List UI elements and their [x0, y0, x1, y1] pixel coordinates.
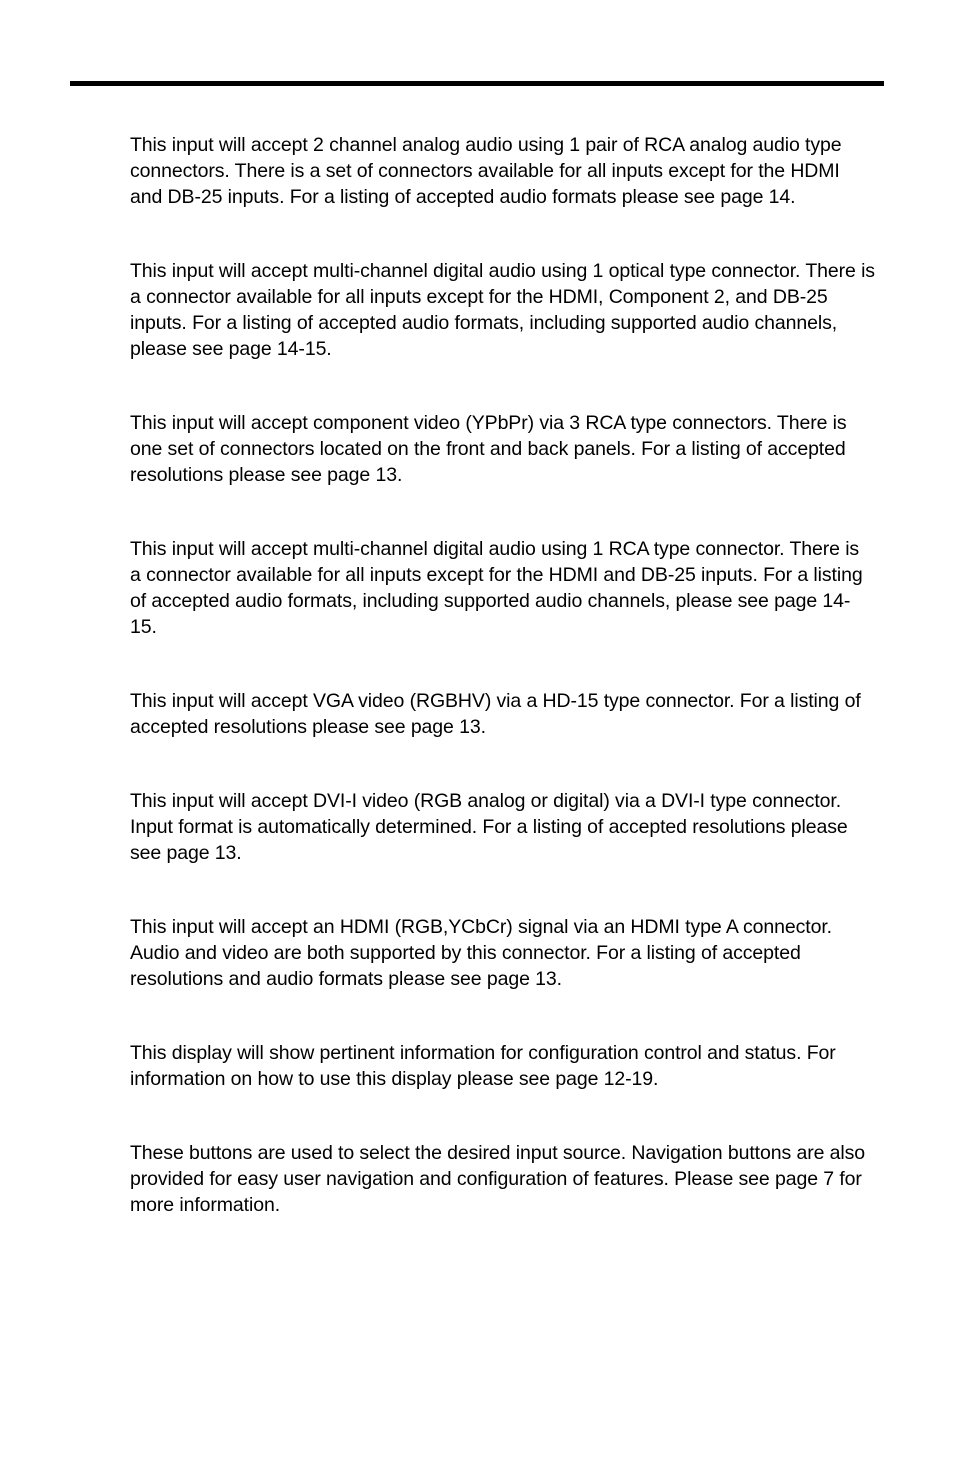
- paragraph-buttons: These buttons are used to select the desired input source. Navigation buttons are also provided for easy user navigation and configuration of features. Please see page 7 for more information.: [130, 1142, 866, 1216]
- paragraph-display: This display will show pertinent information for configuration control and status. For information on how to use this display please see page 12-19.: [130, 1042, 836, 1090]
- header-rule: [70, 81, 884, 86]
- paragraph-component-video: This input will accept component video (YPbPr) via 3 RCA type connectors. There is one set of connectors located on the front and back panels. For a listing of accepted resolutions please see page 13.: [130, 412, 847, 486]
- paragraph-analog-audio: This input will accept 2 channel analog audio using 1 pair of RCA analog audio type connectors. There is a set of connectors available for all inputs except for the HDMI and DB-25 inputs. For a listing of accepted audio formats please see page 14.: [130, 134, 842, 208]
- paragraph-hdmi: This input will accept an HDMI (RGB,YCbCr) signal via an HDMI type A connector. Audio and video are both supported by this connector. For a listing of accepted resolutions and audio formats please see page 13.: [130, 916, 832, 990]
- paragraph-optical-audio: This input will accept multi-channel digital audio using 1 optical type connector. There is a connector available for all inputs except for the HDMI, Component 2, and DB-25 inputs. For a listing of accepted audio formats, including supported audio channels, please see page 14-15.: [130, 260, 875, 360]
- paragraph-vga-video: This input will accept VGA video (RGBHV) via a HD-15 type connector. For a listing of accepted resolutions please see page 13.: [130, 690, 861, 738]
- document-body: [130, 132, 875, 1218]
- paragraph-coaxial-audio: This input will accept multi-channel digital audio using 1 RCA type connector. There is a connector available for all inputs except for the HDMI and DB-25 inputs. For a listing of accepted audio formats, including supported audio channels, please see page 14-15.: [130, 538, 863, 638]
- paragraph-dvi-video: This input will accept DVI-I video (RGB analog or digital) via a DVI-I type connector. Input format is automatically determined. For a listing of accepted resolutions please see page 13.: [130, 790, 848, 864]
